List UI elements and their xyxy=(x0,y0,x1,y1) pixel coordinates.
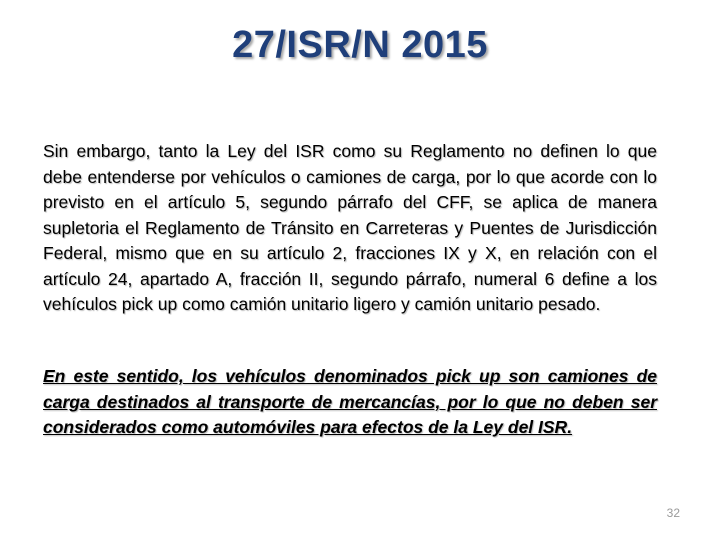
page-number: 32 xyxy=(666,506,680,520)
paragraph-conclusion: En este sentido, los vehículos denominados pick up son camiones de carga destinados al transporte de mercancías, por lo que no deben ser considerados como automóviles para efectos de la Ley del ISR. xyxy=(43,366,657,437)
slide-title: 27/ISR/N 2015 xyxy=(232,24,488,66)
paragraph-explanation: Sin embargo, tanto la Ley del ISR como su Reglamento no definen lo que debe entenderse por vehículos o camiones de carga, por lo que acorde con lo previsto en el artículo 5, segundo párrafo del CFF, se aplica de manera supletoria el Reglamento de Tránsito en Carreteras y Puentes de Jurisdicción Federal, mismo que en su artículo 2, fracciones IX y X, en relación con el artículo 24, apartado A, fracción II, segundo párrafo, numeral 6 define a los vehículos pick up como camión unitario ligero y camión unitario pesado. xyxy=(43,141,657,314)
